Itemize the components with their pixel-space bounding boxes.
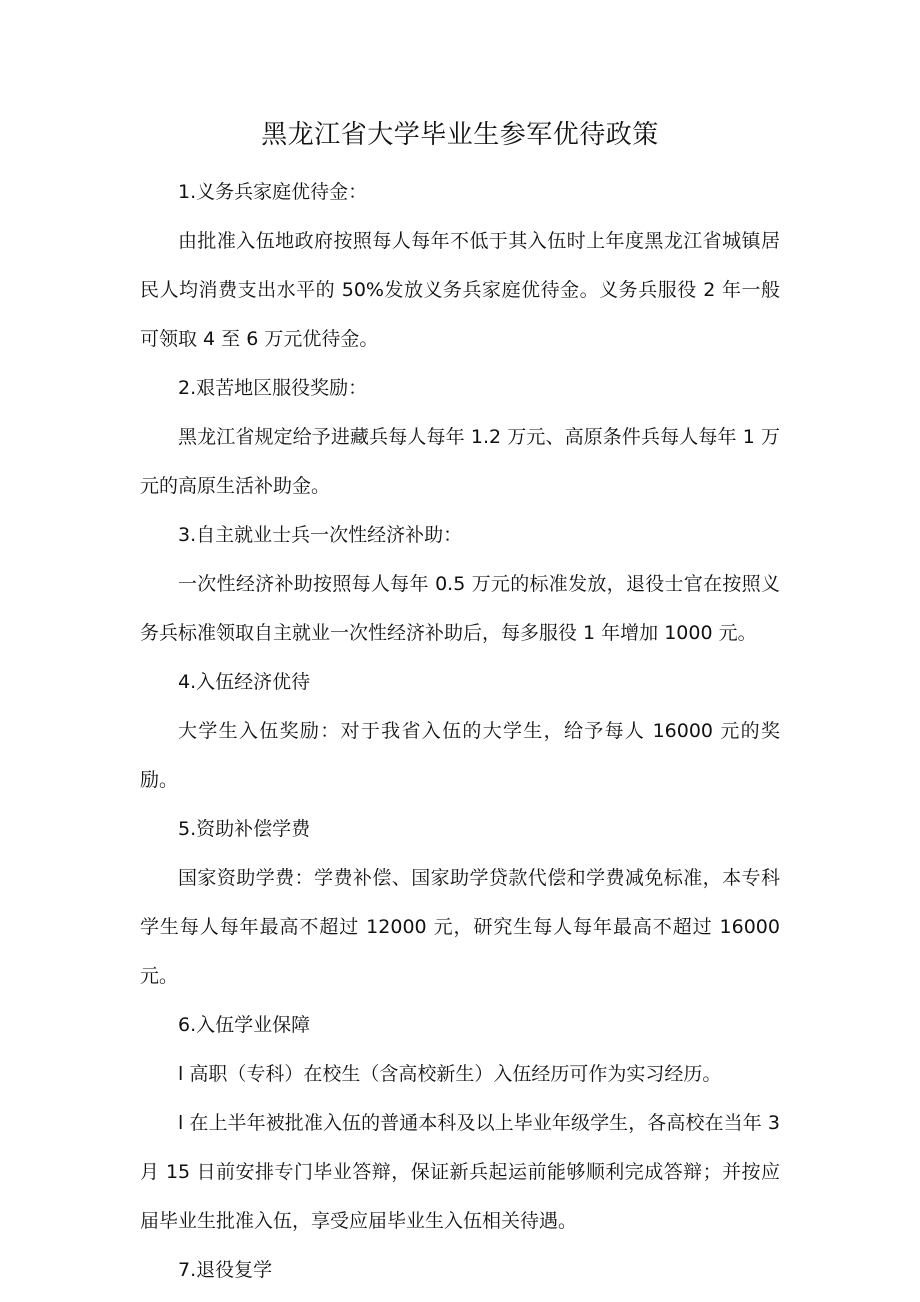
- document-title: 黑龙江省大学毕业生参军优待政策: [261, 120, 659, 150]
- section-heading-academic-protection: 6.入伍学业保障: [178, 1014, 311, 1036]
- paragraph-tuition-aid: 国家资助学费：学费补偿、国家助学贷款代偿和学费减免标准，本专科学生每人每年最高不超过 12000 元，研究生每人每年最高不超过 16000 元。: [140, 867, 780, 987]
- paragraph-hardship-reward: 黑龙江省规定给予进藏兵每人每年 1.2 万元、高原条件兵每人每年 1 万元的高原生活补助金。: [140, 426, 780, 497]
- section-heading-family-allowance: 1.义务兵家庭优待金：: [178, 181, 368, 203]
- paragraph-enlistment-benefit: 大学生入伍奖励：对于我省入伍的大学生，给予每人 16000 元的奖励。: [140, 720, 780, 791]
- bullet-item-graduation-defense: l 在上半年被批准入伍的普通本科及以上毕业年级学生，各高校在当年 3 月 15 日前安排专门毕业答辩，保证新兵起运前能够顺利完成答辩；并按应届毕业生批准入伍，享受应届毕业生入伍相关待遇。: [140, 1112, 780, 1232]
- paragraph-family-allowance: 由批准入伍地政府按照每人每年不低于其入伍时上年度黑龙江省城镇居民人均消费支出水平的 50%发放义务兵家庭优待金。义务兵服役 2 年一般可领取 4 至 6 万元优待金。: [140, 230, 780, 350]
- section-heading-hardship-reward: 2.艰苦地区服役奖励：: [178, 377, 368, 399]
- paragraph-one-time-subsidy: 一次性经济补助按照每人每年 0.5 万元的标准发放，退役士官在按照义务兵标准领取自主就业一次性经济补助后，每多服役 1 年增加 1000 元。: [140, 573, 780, 644]
- section-heading-tuition-aid: 5.资助补偿学费: [178, 818, 311, 840]
- bullet-item-internship-credit: l 高职（专科）在校生（含高校新生）入伍经历可作为实习经历。: [178, 1063, 722, 1085]
- section-heading-return-to-school: 7.退役复学: [178, 1259, 273, 1281]
- section-heading-enlistment-benefit: 4.入伍经济优待: [178, 671, 311, 693]
- document-body: [140, 168, 780, 1295]
- section-heading-one-time-subsidy: 3.自主就业士兵一次性经济补助：: [178, 524, 463, 546]
